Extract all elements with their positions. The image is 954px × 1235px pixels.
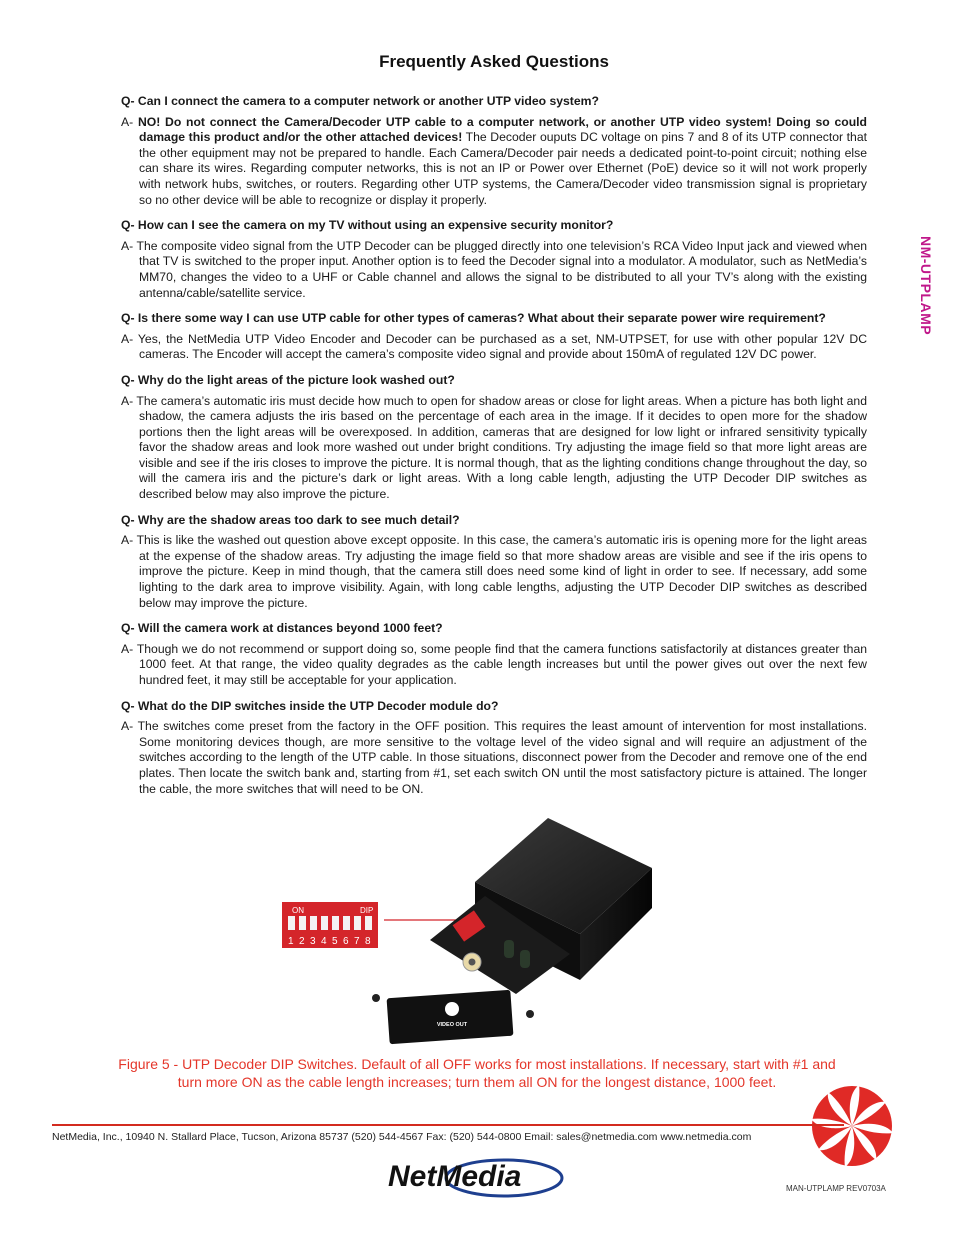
capacitor xyxy=(520,950,530,968)
answer-text: Though we do not recommend or support doing so, some people find that the camera functions satisfactorily at distances greater than 1000 feet. At that range, the video quality degrades as the cable length increases but until the power gives out over the next few hundred feet, it may still be acceptable for your application. xyxy=(136,641,867,687)
faq-answer-5 xyxy=(121,533,867,611)
answer-prefix: A- xyxy=(121,533,137,548)
figure-caption-line-2: turn more ON as the cable length increases; turn them all ON for the longest distance, 1000 feet. xyxy=(177,1074,777,1090)
document-revision: MAN-UTPLAMP REV0703A xyxy=(786,1184,886,1193)
figure-caption xyxy=(60,1055,894,1091)
answer-prefix: A- xyxy=(121,719,138,734)
answer-text: The switches come preset from the factory in the OFF position. This requires the least amount of intervention for most installations. Some monitoring devices though, are more sensitive to the voltage level of the video signal and will require an adjustment of the switches according to the length of the UTP cable. In those situations, disconnect power from the Decoder and remove one of the end plates. Then locate the switch bank and, starting from #1, set each switch ON until the most satisfactory picture is attained. The longer the cable, the more switches that will need to be ON. xyxy=(137,719,867,796)
rca-jack-center xyxy=(469,959,476,966)
faq-answer-7 xyxy=(121,719,867,797)
dip-label: DIP xyxy=(360,906,374,915)
dip-switch-6 xyxy=(343,916,350,930)
answer-prefix: A- xyxy=(121,114,138,129)
dip-switch-5 xyxy=(332,916,339,930)
faq-question-4: Q- Why do the light areas of the picture look washed out? xyxy=(121,372,455,387)
end-plate-hole xyxy=(445,1002,459,1016)
pinwheel-icon xyxy=(810,1084,894,1168)
footer-contact: NetMedia, Inc., 10940 N. Stallard Place, Tucson, Arizona 85737 (520) 544-4567 Fax: (520) 544-0800 Email: sales@netmedia.com www.netmedia.com xyxy=(52,1131,752,1143)
dip-switch-1 xyxy=(288,916,295,930)
screw xyxy=(526,1010,534,1018)
dip-switch-8 xyxy=(365,916,372,930)
faq-question-1: Q- Can I connect the camera to a computer network or another UTP video system? xyxy=(121,94,599,108)
answer-text: The Decoder ouputs DC voltage on pins 7 and 8 of its UTP connector that the other equipment may not be prepared to handle. Each Camera/Decoder pair needs a dedicated point-to-point circuit; nothing else can share its wires. Regarding computer networks, this is not an IP or Power over Ethernet (PoE) device so it will not work properly with network hubs, switches, or routers. Regarding other UTP systems, the Camera/Decoder video transmission signal is proprietary so no other device will be able to recognize or display it properly. xyxy=(139,130,867,207)
dip-number-1: 1 xyxy=(288,936,294,947)
capacitor xyxy=(504,940,514,958)
warning-text: NO! Do not connect the Camera/Decoder UTP cable to a computer network, or another UTP video system! Doing so could damage this product and/or the other attached devices! xyxy=(137,114,867,145)
answer-prefix: A- xyxy=(121,331,138,346)
netmedia-wordmark xyxy=(386,1152,566,1205)
footer-divider xyxy=(52,1124,844,1126)
faq-answer-4 xyxy=(121,394,867,503)
dip-number-5: 5 xyxy=(332,936,338,947)
dip-number-8: 8 xyxy=(365,936,371,947)
dip-switch-2 xyxy=(299,916,306,930)
decoder-illustration xyxy=(280,812,670,1057)
faq-list xyxy=(121,94,867,807)
faq-answer-2 xyxy=(121,239,867,301)
answer-prefix: A- xyxy=(121,641,137,656)
end-plate xyxy=(372,990,534,1045)
dip-switch-4 xyxy=(321,916,328,930)
answer-prefix: A- xyxy=(121,393,137,408)
dip-number-4: 4 xyxy=(321,936,327,947)
faq-question-3: Q- Is there some way I can use UTP cable for other types of cameras? What about their separate power wire requirement? xyxy=(121,311,826,326)
dip-on-label: ON xyxy=(292,906,304,915)
pinwheel-logo-icon xyxy=(810,1084,894,1173)
screw xyxy=(372,994,380,1002)
dip-switch-inset xyxy=(282,902,378,948)
faq-answer-1 xyxy=(121,115,867,209)
answer-text: Yes, the NetMedia UTP Video Encoder and Decoder can be purchased as a set, NM-UTPSET, for use with other popular 12V DC cameras. The Encoder will accept the camera’s composite video signal and provide about 150mA of regulated 12V DC power. xyxy=(137,331,867,362)
answer-text: The camera’s automatic iris must decide how much to open for shadow areas or close for light areas. When a picture has both light and shadow, the camera adjusts the iris based on the percentage of each area in the image. If it decides to open more for the shadow portions then the light areas will be overexposed. In addition, cameras that are designed for low light or infrared sensitivity typically favor the shadow areas and look more washed out under bright conditions. Try adjusting the image field so that more light areas are visible and see if the iris closes to improve the picture. It is normal though, that as the lighting conditions change throughout the day, so will the camera iris and the picture’s dark or light areas. With a long cable length, adjusting the UTP Decoder DIP switches as described below may also improve the picture. xyxy=(136,393,867,502)
side-tab-product-code: NM-UTPLAMP xyxy=(918,236,934,336)
answer-text: The composite video signal from the UTP Decoder can be plugged directly into one television’s RCA Video Input jack and viewed when that TV is switched to the proper input. Another option is to feed the Decoder signal into a modulator. A modulator, such as NetMedia’s MM70, changes the video to a UHF or Cable channel and allows the signal to be distributed to all your TV’s along with the existing antenna/cable/satellite service. xyxy=(136,238,867,300)
answer-text: This is like the washed out question above except opposite. In this case, the camera’s automatic iris is opening more for the light areas at the expense of the shadow areas. Try adjusting the image field so that more shadow areas are visible and see if the iris opens to improve the picture. Keep in mind though, that the camera still does need some kind of light in order to see. If necessary, add some lighting to the dark area to improve visibility. Again, with long cable lengths, adjusting the UTP Decoder DIP switches as described below may improve the picture. xyxy=(136,533,867,610)
dip-number-2: 2 xyxy=(299,936,305,947)
faq-question-7: Q- What do the DIP switches inside the UTP Decoder module do? xyxy=(121,698,499,713)
dip-switch-3 xyxy=(310,916,317,930)
answer-prefix: A- xyxy=(121,238,137,253)
dip-number-6: 6 xyxy=(343,936,349,947)
page-title: Frequently Asked Questions xyxy=(379,52,609,71)
dip-switch-7 xyxy=(354,916,361,930)
faq-question-2: Q- How can I see the camera on my TV without using an expensive security monitor? xyxy=(121,218,614,233)
netmedia-logo xyxy=(386,1152,566,1200)
faq-question-5: Q- Why are the shadow areas too dark to see much detail? xyxy=(121,512,460,527)
faq-answer-6 xyxy=(121,642,867,689)
dip-number-3: 3 xyxy=(310,936,316,947)
faq-question-6: Q- Will the camera work at distances beyond 1000 feet? xyxy=(121,621,443,636)
decoder-housing xyxy=(430,818,652,994)
decoder-figure xyxy=(280,812,670,1057)
end-plate-label: VIDEO OUT xyxy=(436,1022,468,1028)
brand-name: NetMedia xyxy=(388,1160,522,1193)
faq-answer-3 xyxy=(121,332,867,363)
figure-caption-line-1: Figure 5 - UTP Decoder DIP Switches. Default of all OFF works for most installations. If necessary, start with #1 and xyxy=(118,1056,836,1072)
end-plate-body xyxy=(387,990,514,1045)
dip-number-7: 7 xyxy=(354,936,360,947)
